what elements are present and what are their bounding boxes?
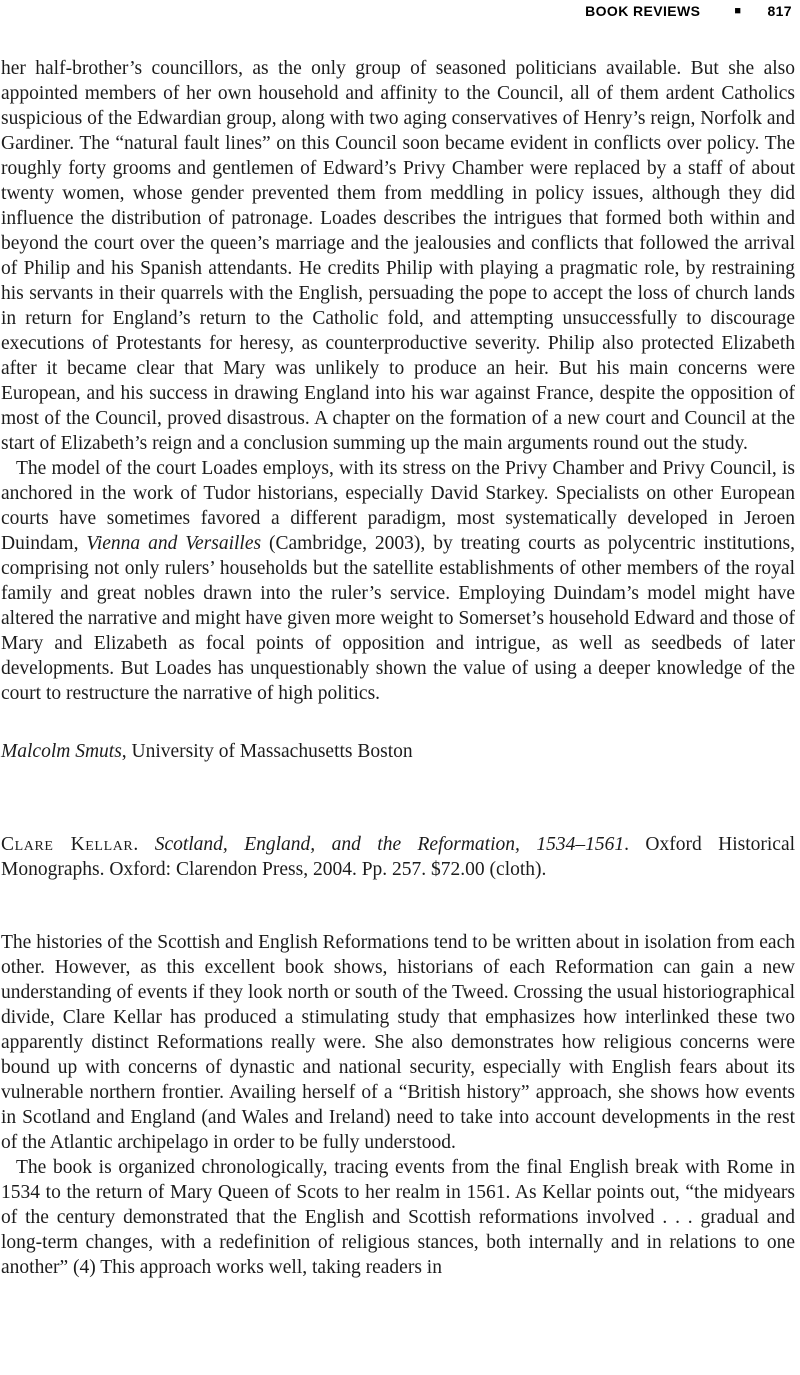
reviewer-attribution [1, 739, 795, 764]
paragraph-text: The model of the court Loades employs, with its stress on the Privy Chamber and Privy Council, is anchored in the work of Tudor historians, especially David Starkey. Specialists on other European courts have sometimes favored a different paradigm, most systematically developed in Jeroen Duindam, [1, 458, 795, 554]
citation-details: . Oxford Historical Monographs. Oxford: Clarendon Press, 2004. Pp. 257. $72.00 (cloth). [1, 834, 796, 880]
citation-book-title: Scotland, England, and the Reformation, 1534–1561 [154, 834, 625, 855]
review-kellar [1, 832, 795, 1280]
review-paragraph: The histories of the Scottish and English Reformations tend to be written about in isolation from each other. However, as this excellent book shows, historians of each Reformation can gain a new understanding of events if they look north or south of the Tweed. Crossing the usual historiographical divide, Clare Kellar has produced a stimulating study that emphasizes how interlinked these two apparently distinct Reformations really were. She also demonstrates how religious concerns were bound up with concerns of dynastic and national security, especially with English fears about its vulnerable northern frontier. Availing herself of a “British history” approach, she shows how events in Scotland and England (and Wales and Ireland) need to take into account developments in the rest of the Atlantic archipelago in order to be fully understood. [1, 932, 795, 1153]
book-reviews-content [1, 56, 795, 1280]
reviewer-name: Malcolm Smuts [1, 741, 122, 762]
square-marker-icon: ■ [734, 5, 742, 17]
review-loades [1, 56, 795, 764]
paragraph-text: (Cambridge, 2003), by treating courts as polycentric institutions, comprising not only rulers’ households but the satellite establishments of other members of the royal family and great nobles drawn into the ruler’s service. Employing Duindam’s model might have altered the narrative and might have given more weight to Somerset’s household Edward and those of Mary and Elizabeth as focal points of opposition and intrigue, as well as seedbeds of later developments. But Loades has unquestionably shown the value of using a deeper knowledge of the court to restructure the narrative of high politics. [1, 533, 796, 704]
book-title-inline: Vienna and Versailles [86, 533, 262, 554]
page-number: 817 [767, 3, 792, 19]
citation-separator: . [133, 834, 155, 855]
reviewer-affiliation: , University of Massachusetts Boston [121, 741, 413, 762]
running-head: BOOK REVIEWS [585, 3, 701, 19]
page-header [1, 2, 795, 20]
citation-author: Clare Kellar [1, 834, 134, 855]
review-paragraph: The book is organized chronologically, tracing events from the final English break with Rome in 1534 to the return of Mary Queen of Scots to her realm in 1561. As Kellar points out, “the midyears of the century demonstrated that the English and Scottish reformations involved . . . gradual and long-term changes, with a redefinition of religious stances, both internally and in relations to one another” (4) This approach works well, taking readers in [1, 1157, 795, 1278]
book-citation [1, 832, 795, 882]
review-paragraph [1, 456, 795, 706]
review-paragraph-continued: her half-brother’s councillors, as the only group of seasoned politicians available. But she also appointed members of her own household and affinity to the Council, all of them ardent Catholics suspicious of the Edwardian group, along with two aging conservatives of Henry’s reign, Norfolk and Gardiner. The “natural fault lines” on this Council soon became evident in conflicts over policy. The roughly forty grooms and gentlemen of Edward’s Privy Chamber were replaced by a staff of about twenty women, whose gender prevented them from meddling in policy issues, although they did influence the distribution of patronage. Loades describes the intrigues that formed both within and beyond the court over the queen’s marriage and the jealousies and conflicts that followed the arrival of Philip and his Spanish attendants. He credits Philip with playing a pragmatic role, by restraining his servants in their quarrels with the English, persuading the pope to accept the loss of church lands in return for England’s return to the Catholic fold, and attempting unsuccessfully to discourage executions of Protestants for heresy, as counterproductive severity. Philip also protected Elizabeth after it became clear that Mary was unlikely to produce an heir. But his main concerns were European, and his success in drawing England into his war against France, despite the opposition of most of the Council, proved disastrous. A chapter on the formation of a new court and Council at the start of Elizabeth’s reign and a conclusion summing up the main arguments round out the study. [1, 58, 795, 454]
